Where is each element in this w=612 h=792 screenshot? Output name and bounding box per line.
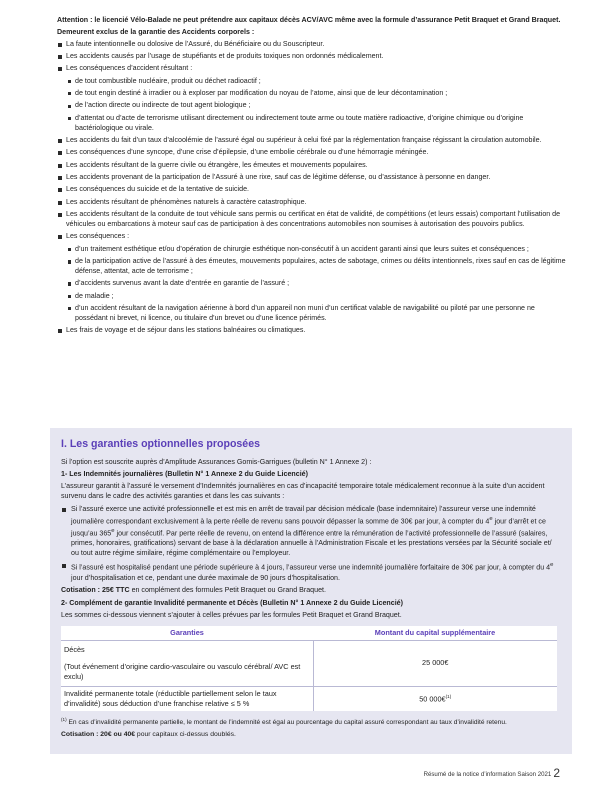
sub-list-item: de maladie ; <box>66 292 567 302</box>
sub-list <box>66 77 567 134</box>
sub-list-item: d’attentat ou d’acte de terrorisme utilisant directement ou indirectement toute arme ou toute matière radioactive, d’origine chimique ou d’origine bactériologique ou virale. <box>66 114 567 134</box>
section-intro: Si l’option est souscrite auprès d’Amplitude Assurances Gomis-Garrigues (bulletin N° 1 Annexe 2) : <box>61 457 372 466</box>
table-row <box>61 640 557 686</box>
list-item: La faute intentionnelle ou dolosive de l’Assuré, du Bénéficiaire ou du Souscripteur. <box>57 40 567 50</box>
exclusions-section <box>57 16 567 339</box>
daily-allowance-title: 1- Les Indemnités journalières (Bulletin N° 1 Annexe 2 du Guide Licencié) <box>61 469 308 478</box>
complement-text: Les sommes ci-dessous viennent s’ajouter à celles prévues par les formules Petit Braquet et Grand Braquet. <box>61 610 402 619</box>
complement-title: 2- Complément de garantie Invalidité permanente et Décès (Bulletin N° 1 Annexe 2 du Guide Licencié) <box>61 598 403 607</box>
footnote: $^{(1)}$ En cas d’invalidité permanente partielle, le montant de l’indemnité est égal au pourcentage du capital assuré correspondant au taux d’invalidité retenu. <box>61 717 507 727</box>
list-item: Les accidents résultant de la guerre civile ou étrangère, les émeutes et mouvements populaires. <box>57 161 567 171</box>
table-cell: Invalidité permanente totale (réductible partiellement selon le taux d’invalidité) sous déduction d’une franchise relative ≤ 5 % <box>61 686 313 711</box>
list-item: Les conséquences d’accident résultant : de tout combustible nucléaire, produit ou déchet radioactif ; de tout engin destiné à irradier ou à exploser par modification du noyau de l’atome, ainsi que de leur décontamination ; de l’action directe ou indirecte de tout agent biologique ; d’attentat ou d’acte de terrorisme utilisant directement ou indirectement toute arme ou toute matière radioactive, d’origine chimique ou d’origine bactériologique ou virale. <box>57 64 567 133</box>
sub-list <box>66 245 567 324</box>
guarantees-table <box>61 626 557 711</box>
list-item: Les accidents provenant de la participation de l’Assuré à une rixe, sauf cas de légitime défense, ou d’assistance à personne en danger. <box>57 173 567 183</box>
list-item: Les conséquences du suicide et de la tentative de suicide. <box>57 185 567 195</box>
page-number: 2 <box>553 766 560 780</box>
list-item: Les conséquences : d’un traitement esthétique et/ou d’opération de chirurgie esthétique non-consécutif à un accident garanti ainsi que leurs suites et conséquences ; de la participation active de l’assuré à des émeutes, mouvements populaires, actes de sabotage, crimes ou délits intentionnels, rixes sauf en cas de légitime défense, attentat, acte de terrorisme ; d’accidents survenus avant la date d’entrée en garantie de l’assuré ; de maladie ; d’un accident résultant de la navigation aérienne à bord d’un appareil non muni d’un certificat valable de navigabilité ou piloté par une personne ne possédant ni brevet, ni licence, ou titulaire d’un brevet ou d’une licence périmés. <box>57 232 567 323</box>
list-item: Les accidents causés par l’usage de stupéfiants et de produits toxiques non ordonnés médicalement. <box>57 52 567 62</box>
list-item: Les accidents du fait d’un taux d’alcoolémie de l’assuré égal ou supérieur à celui fixé par la réglementation française régissant la circulation automobile. <box>57 136 567 146</box>
contribution-1: Cotisation : 25€ TTC en complément des formules Petit Braquet ou Grand Braquet. <box>61 586 326 595</box>
optional-guarantees-box <box>50 428 572 754</box>
page-footer <box>424 765 560 782</box>
exclusions-list <box>57 40 567 336</box>
column-header-amount: Montant du capital supplémentaire <box>313 626 557 641</box>
table-cell-value: 25 000€ <box>313 640 557 686</box>
list-item: Si l’assuré est hospitalisé pendant une période supérieure à 4 jours, l’assureur verse une indemnité journalière forfaitaire de 30€ par jour, à compter du 4e jour d’hospitalisation et ce, pendant une durée maximale de 90 jours d’hospitalisation. <box>61 561 557 583</box>
sub-list-item: de tout engin destiné à irradier ou à exploser par modification du noyau de l’atome, ainsi que de leur décontamination ; <box>66 89 567 99</box>
list-item: Les accidents résultant de phénomènes naturels à caractère catastrophique. <box>57 198 567 208</box>
list-item: Les accidents résultant de la conduite de tout véhicule sans permis ou certificat en état de validité, de compétitions (et leurs essais) comportant l’utilisation de véhicules ou embarcations à moteur sauf cas de participation à des concentrations automobiles non soumises à autorisation des pouvoirs publics. <box>57 210 567 230</box>
list-item: Les frais de voyage et de séjour dans les stations balnéaires ou climatiques. <box>57 326 567 336</box>
table-header-row <box>61 626 557 641</box>
sub-list-item: de la participation active de l’assuré à des émeutes, mouvements populaires, actes de sabotage, crimes ou délits intentionnels, rixes sauf en cas de légitime défense, attentat, acte de terrorisme ; <box>66 257 567 277</box>
table-cell: Décès (Tout événement d’origine cardio-vasculaire ou vasculo cérébral/ AVC est exclu) <box>64 644 301 681</box>
sub-list-item: d’un accident résultant de la navigation aérienne à bord d’un appareil non muni d’un certificat valable de navigabilité ou piloté par une personne ne possédant ni brevet, ni licence, ou titulaire d’un brevet ou d’une licence périmés. <box>66 304 567 324</box>
daily-allowance-text: L’assureur garantit à l’assuré le versement d’Indemnités journalières en cas d’incapacité temporaire totale médicalement reconnue à la suite d’un accident survenu dans le cadre des activités garanties et dans les cas suivants : <box>61 482 545 500</box>
table-row <box>61 686 557 711</box>
footer-text: Résumé de la notice d’information Saison 2021 <box>423 771 552 778</box>
daily-allowance-list <box>61 505 557 584</box>
sub-list-item: de l’action directe ou indirecte de tout agent biologique ; <box>66 101 567 111</box>
contribution-2: Cotisation : 20€ ou 40€ pour capitaux ci-dessus doublés. <box>61 731 236 739</box>
sub-list-item: d’accidents survenus avant la date d’entrée en garantie de l’assuré ; <box>66 279 567 289</box>
list-item: Si l’assuré exerce une activité professionnelle et est mis en arrêt de travail par décision médicale (base indemnitaire) l’assureur verse une indemnité journalière correspondant exclusivement à la perte réelle de revenu sans pouvoir dépasser la somme de 30€ par jour, à compter du 4e jour d’arrêt et ce jusqu’au 365e jour consécutif. Par perte réelle de revenu, on entend la différence entre la rémunération de l’activité professionnelle de l’assuré (salaires, primes, honoraires, gratifications) servant de base à la déclaration annuelle à l’Administration Fiscale et les prestations versées par la Sécurité sociale et/ ou tout autre régime similaire, régime complémentaire ou l’employeur. <box>61 505 557 559</box>
sub-list-item: d’un traitement esthétique et/ou d’opération de chirurgie esthétique non-consécutif à un accident garanti ainsi que leurs suites et conséquences ; <box>66 245 567 255</box>
exclusions-title: Demeurent exclus de la garantie des Accidents corporels : <box>57 27 255 36</box>
sub-list-item: de tout combustible nucléaire, produit ou déchet radioactif ; <box>66 77 567 87</box>
section-title: I. Les garanties optionnelles proposées <box>61 438 260 450</box>
table-cell-value: 50 000€$^{(1)}$ <box>313 686 557 711</box>
column-header-guarantees: Garanties <box>61 626 313 641</box>
attention-note: Attention : le licencié Vélo-Balade ne peut prétendre aux capitaux décès ACV/AVC même avec la formule d’assurance Petit Braquet et Grand Braquet. <box>57 16 561 24</box>
list-item: Les conséquences d’une syncope, d’une crise d’épilepsie, d’une embolie cérébrale ou d’une hémorragie méningée. <box>57 148 567 158</box>
